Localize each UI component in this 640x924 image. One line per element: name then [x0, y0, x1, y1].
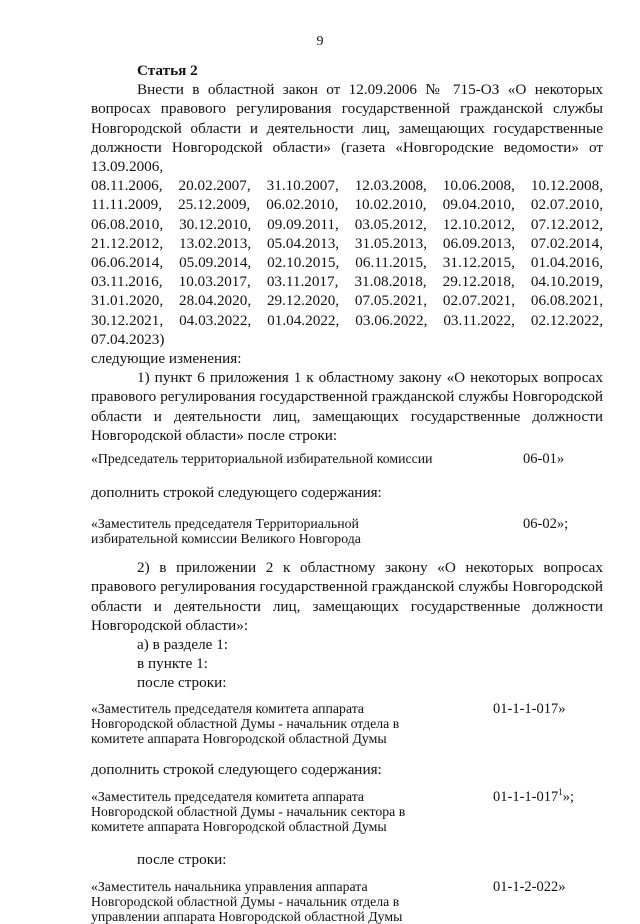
- row-position-name: «Заместитель председателя комитета аппарата Новгородской областной Думы - начальник сектора в комитете аппарата Новгородской областной Думы: [91, 788, 406, 834]
- after-row-label-2: после строки:: [137, 850, 227, 868]
- item-1-paragraph: 1) пункт 6 приложения 1 к областному закону «О некоторых вопросах правового регулирования государственной гражданской службы Новгородской области и деятельности лиц, замещающих государственные должности Новгородской области» после строки:: [91, 369, 603, 444]
- row-position-code: 01-1-1-017»: [493, 700, 566, 717]
- row-position-code: 06-01»: [523, 451, 565, 468]
- table-row-committee-sector: [91, 789, 603, 834]
- row-position-code: 01-1-2-022»: [493, 879, 566, 896]
- row-position-name: «Заместитель начальника управления аппарата Новгородской областной Думы - начальник отдела в управлении аппарата Новгородской областной Думы: [91, 879, 403, 924]
- document-body: [91, 61, 603, 924]
- row-position-name: «Председатель территориальной избирательной комиссии: [91, 451, 433, 467]
- code-end: »;: [562, 788, 575, 805]
- row-position-code: [493, 789, 603, 805]
- add-row-instruction-2: дополнить строкой следующего содержания:: [91, 760, 382, 778]
- table-row-chairman: [91, 451, 603, 467]
- subitem-point: в пункте 1:: [137, 655, 208, 673]
- article-title: Статья 2: [137, 62, 198, 79]
- row-position-name: «Заместитель председателя Территориальной избирательной комиссии Великого Новгорода: [91, 516, 361, 547]
- intro-paragraph: Внести в областной закон от 12.09.2006 № 715-ОЗ «О некоторых вопросах правового регулирования государственной гражданской службы Новгородской области и деятельности лиц, замещающих государственные должности Новгородской области» (газета «Новгородские ведомости» от 13.09.2006,: [91, 81, 603, 176]
- after-row-label: после строки:: [137, 674, 227, 692]
- add-row-instruction: дополнить строкой следующего содержания:: [91, 484, 382, 502]
- page-number: 9: [316, 34, 324, 49]
- code-main: 01-1-1-017: [493, 788, 559, 805]
- subitem-a: а) в разделе 1:: [137, 636, 229, 654]
- code-superscript: 1: [558, 787, 563, 798]
- table-row-deputy-chairman: [91, 516, 603, 546]
- row-position-name: «Заместитель председателя комитета аппарата Новгородской областной Думы - начальник отдела в комитете аппарата Новгородской областной Думы: [91, 700, 400, 746]
- item-2-paragraph: 2) в приложении 2 к областному закону «О некоторых вопросах правового регулирования государственной гражданской службы Новгородской области и деятельности лиц, замещающих государственные должности Новгородской области»:: [91, 559, 603, 634]
- changes-intro: следующие изменения:: [91, 350, 242, 368]
- table-row-department-deputy: [91, 879, 603, 924]
- row-position-code: 06-02»;: [523, 516, 569, 533]
- table-row-committee-deputy: [91, 701, 603, 746]
- amendment-dates: 08.11.2006, 20.02.2007, 31.10.2007, 12.03.2008, 10.06.2008, 10.12.2008, 11.11.2009, 25.12.2009, 06.02.2010, 10.02.2010, 09.04.2010, 02.07.2010, 06.08.2010, 30.12.2010, 09.09.2011, 03.05.2012, 12.10.2012, 07.12.2012, 21.12.2012, 13.02.2013, 05.04.2013, 31.05.2013, 06.09.2013, 07.02.2014, 06.06.2014, 05.09.2014, 02.10.2015, 06.11.2015, 31.12.2015, 01.04.2016, 03.11.2016, 10.03.2017, 03.11.2017, 31.08.2018, 29.12.2018, 04.10.2019, 31.01.2020, 28.04.2020, 29.12.2020, 07.05.2021, 02.07.2021, 06.08.2021, 30.12.2021, 04.03.2022, 01.04.2022, 03.06.2022, 03.11.2022, 02.12.2022, 07.04.2023): [91, 177, 603, 348]
